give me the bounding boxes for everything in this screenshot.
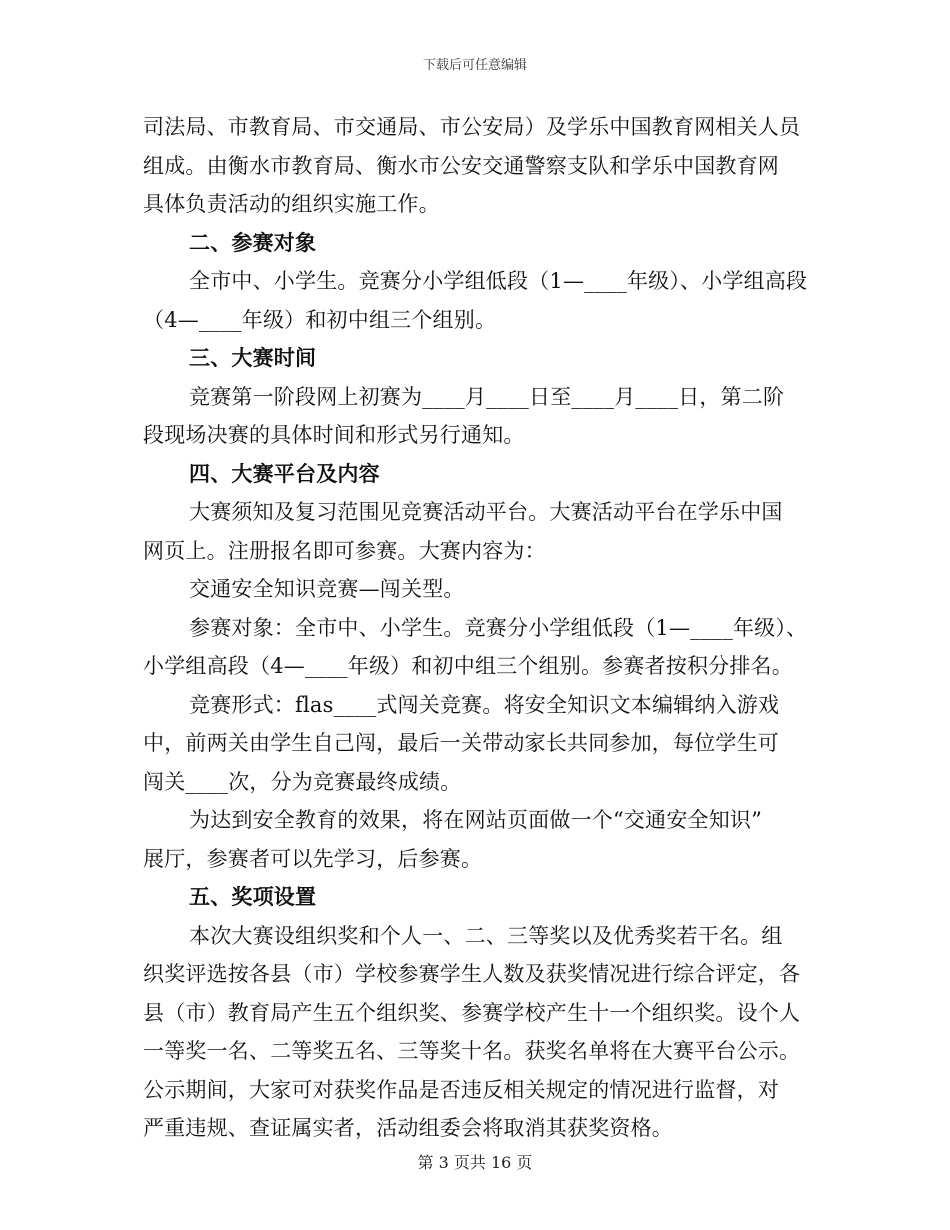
body-line: 严重违规、查证属实者，活动组委会将取消其获奖资格。: [143, 1116, 673, 1140]
body-line: 中，前两关由学生自己闯，最后一关带动家长共同参加，每位学生可: [143, 731, 779, 755]
body-line: 竞赛第一阶段网上初赛为____月____日至____月____日，第二阶: [189, 384, 785, 409]
body-line: 组成。由衡水市教育局、衡水市公安交通警察支队和学乐中国教育网: [143, 153, 779, 178]
body-line: 织奖评选按各县（市）学校参赛学生人数及获奖情况进行综合评定，各: [143, 962, 801, 986]
body-line: 公示期间，大家可对获奖作品是否违反相关规定的情况进行监督，对: [143, 1077, 779, 1102]
body-line: 网页上。注册报名即可参赛。大赛内容为：: [143, 538, 546, 563]
body-line: 参赛对象：全市中、小学生。竞赛分小学组低段（1—____年级）、: [189, 615, 808, 640]
body-line: 全市中、小学生。竞赛分小学组低段（1—____年级）、小学组高段: [189, 269, 808, 293]
body-line: 闯关____次，分为竞赛最终成绩。: [143, 769, 462, 794]
body-line: 司法局、市教育局、市交通局、市公安局）及学乐中国教育网相关人员: [143, 115, 801, 139]
document-body: [143, 108, 813, 1148]
body-line: 段现场决赛的具体时间和形式另行通知。: [143, 423, 525, 447]
section-heading-participants: 二、参赛对象: [189, 229, 317, 255]
page-footer: 第 3 页共 16 页: [417, 1153, 533, 1172]
body-line: 展厅，参赛者可以先学习，后参赛。: [143, 846, 483, 871]
body-line: 为达到安全教育的效果，将在网站页面做一个“交通安全知识”: [189, 808, 763, 832]
body-line: 本次大赛设组织奖和个人一、二、三等奖以及优秀奖若干名。组: [189, 923, 783, 948]
body-line: 县（市）教育局产生五个组织奖、参赛学校产生十一个组织奖。设个人: [143, 1000, 801, 1025]
body-line: 小学组高段（4—____年级）和初中组三个组别。参赛者按积分排名。: [143, 654, 793, 678]
body-line: 竞赛形式：flas____式闯关竞赛。将安全知识文本编辑纳入游戏: [189, 692, 780, 717]
body-line: 大赛须知及复习范围见竞赛活动平台。大赛活动平台在学乐中国: [189, 500, 783, 524]
body-line: 具体负责活动的组织实施工作。: [143, 192, 440, 216]
body-line: 一等奖一名、二等奖五名、三等奖十名。获奖名单将在大赛平台公示。: [143, 1039, 801, 1063]
section-heading-awards: 五、奖项设置: [189, 884, 317, 909]
body-line: （4—____年级）和初中组三个组别。: [143, 307, 497, 332]
body-line: 交通安全知识竞赛—闯关型。: [189, 577, 465, 601]
section-heading-platform: 四、大赛平台及内容: [189, 460, 380, 486]
section-heading-time: 三、大赛时间: [189, 345, 317, 370]
page-header: 下载后可任意编辑: [422, 58, 527, 73]
